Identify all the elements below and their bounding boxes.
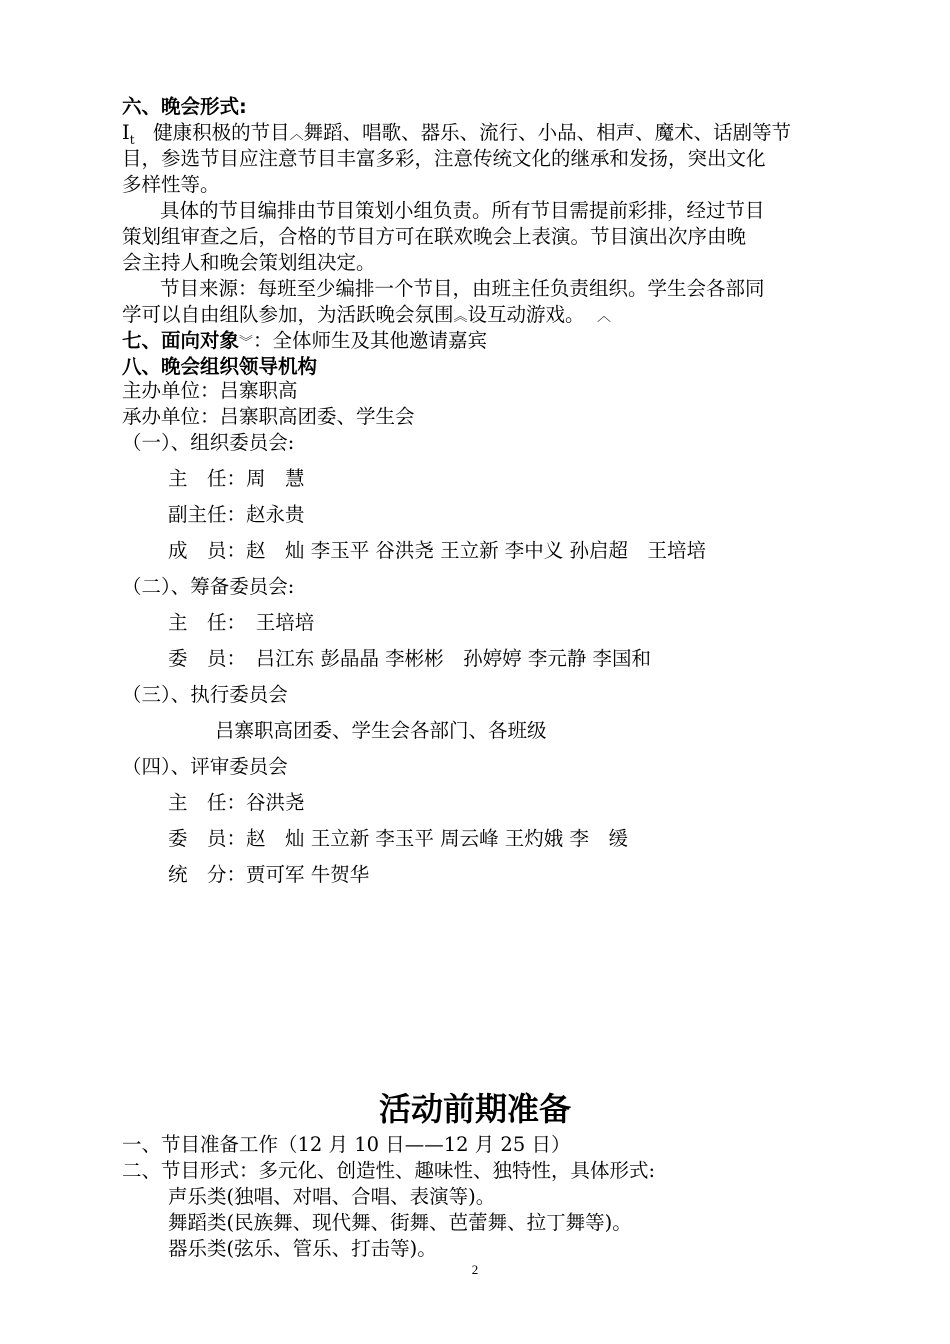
list-marker: $I_t$ (122, 121, 135, 147)
committee1-director: 主 任：周 慧 (168, 467, 305, 490)
section6-p1-line3: 多样性等。 (122, 173, 220, 196)
committee1-deputy: 副主任：赵永贵 (168, 503, 305, 526)
committee4-title: （四）、评审委员会 (122, 755, 288, 778)
committee1-title: （一）、组织委员会: (122, 431, 295, 454)
double-caret-mark-icon: ︽ (453, 309, 468, 325)
section6-p3-line1: 节目来源：每班至少编排一个节目，由班主任负责组织。学生会各部同 (160, 277, 765, 300)
committee4-scorer: 统 分：贾可军 牛贺华 (168, 863, 370, 886)
committee1-members: 成 员：赵 灿 李玉平 谷洪尧 王立新 李中义 孙启超 王培培 (168, 539, 706, 562)
prep-item1: 一、节目准备工作（12 月 10 日——12 月 25 日） (122, 1133, 571, 1156)
prep-title: 活动前期准备 (378, 1090, 571, 1128)
committee4-director: 主 任：谷洪尧 (168, 791, 305, 814)
double-chevron-mark-icon: ︾ (239, 335, 254, 351)
section6-p2-line2: 策划组审查之后，合格的节目方可在联欢晚会上表演。节目演出次序由晚 (122, 225, 747, 248)
prep-item2: 二、节目形式：多元化、创造性、趣味性、独特性，具体形式: (122, 1159, 656, 1182)
page-number: 2 (471, 1262, 479, 1277)
organizer-unit: 承办单位：吕寨职高团委、学生会 (122, 405, 415, 428)
committee3-text: 吕寨职高团委、学生会各部门、各班级 (215, 719, 547, 742)
committee4-members: 委 员：赵 灿 王立新 李玉平 周云峰 王灼娥 李 缓 (168, 827, 628, 850)
prep-vocal: 声乐类(独唱、对唱、合唱、表演等)。 (168, 1185, 496, 1208)
prep-instrument: 器乐类(弦乐、管乐、打击等)。 (168, 1237, 437, 1260)
caret-mark-icon: ︿ (289, 127, 304, 143)
section8-heading: 八、晚会组织领导机构 (122, 355, 318, 378)
prep-dance: 舞蹈类(民族舞、现代舞、街舞、芭蕾舞、拉丁舞等)。 (168, 1211, 632, 1234)
caret-mark-icon: ︿ (596, 309, 611, 325)
section6-p2-line1: 具体的节目编排由节目策划小组负责。所有节目需提前彩排，经过节目 (160, 199, 765, 222)
section6-p1-line2: 目，参选节目应注意节目丰富多彩，注意传统文化的继承和发扬，突出文化 (122, 147, 766, 170)
section7-line: 七、面向对象︾：全体师生及其他邀请嘉宾 (122, 329, 488, 352)
committee2-title: （二）、筹备委员会: (122, 575, 295, 598)
section6-p2-line3: 会主持人和晚会策划组决定。 (122, 251, 376, 274)
host-unit: 主办单位：吕寨职高 (122, 379, 298, 402)
committee2-members: 委 员： 吕江东 彭晶晶 李彬彬 孙婷婷 李元静 李国和 (168, 647, 652, 670)
committee2-director: 主 任： 王培培 (168, 611, 315, 634)
section6-heading: 六、晚会形式: (122, 95, 247, 118)
section6-p3-line2: 学可以自由组队参加，为活跃晚会氛围︽设互动游戏。 ︿ (122, 303, 611, 326)
section6-p1-line1: $I_t$ 健康积极的节目︿舞蹈、唱歌、器乐、流行、小品、相声、魔术、话剧等节 (122, 121, 792, 147)
committee3-title: （三）、执行委员会 (122, 683, 288, 706)
